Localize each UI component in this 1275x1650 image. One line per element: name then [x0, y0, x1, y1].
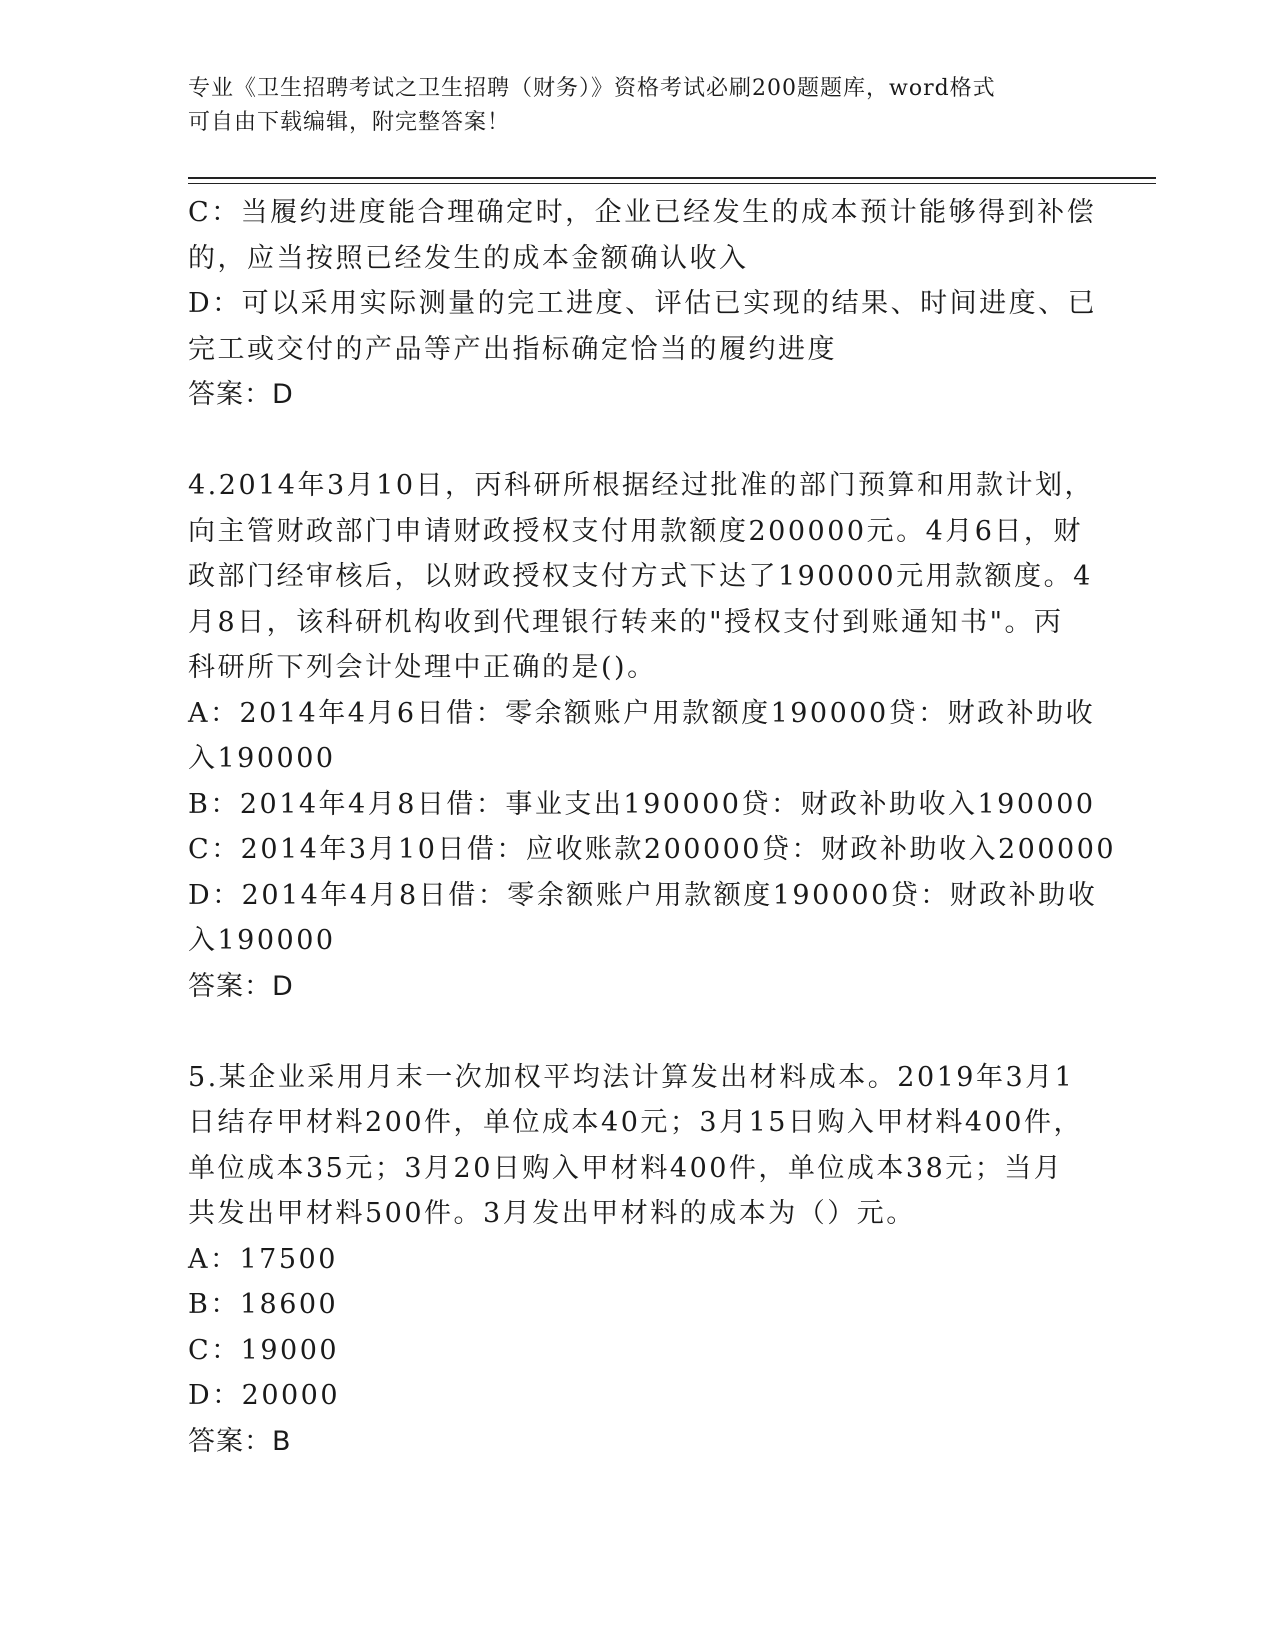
q5-option-b: B：18600 — [188, 1289, 339, 1320]
question-5 — [188, 1055, 1088, 1465]
header-title-line-2: 可自由下载编辑，附完整答案！ — [188, 110, 511, 135]
q4-answer: 答案：D — [188, 970, 294, 1002]
question-3-tail — [188, 190, 1098, 418]
q5-stem-line-2: 日结存甲材料200件，单位成本40元；3月15日购入甲材料400件， — [188, 1107, 1083, 1138]
q5-option-c: C：19000 — [188, 1334, 340, 1366]
q4-stem-line-1: 4.2014年3月10日，丙科研所根据经过批准的部门预算和用款计划， — [188, 470, 1095, 501]
q3-option-c-line-1: C：当履约进度能合理确定时，企业已经发生的成本预计能够得到补偿 — [188, 197, 1097, 228]
q4-option-b: B：2014年4月8日借：事业支出190000贷：财政补助收入190000 — [188, 788, 1096, 820]
q4-stem-line-4: 月8日，该科研机构收到代理银行转来的"授权支付到账通知书"。丙 — [188, 606, 1064, 638]
q5-stem-line-1: 5.某企业采用月末一次加权平均法计算发出材料成本。2019年3月1 — [188, 1061, 1075, 1093]
q4-option-d-line-1: D：2014年4月8日借：零余额账户用款额度190000贷：财政补助收 — [188, 879, 1098, 911]
q3-option-d-line-1: D：可以采用实际测量的完工进度、评估已实现的结果、时间进度、已 — [188, 288, 1098, 319]
spacer — [188, 418, 1088, 464]
q5-option-d: D：20000 — [188, 1380, 341, 1411]
q5-stem-line-3: 单位成本35元；3月20日购入甲材料400件，单位成本38元；当月 — [188, 1152, 1064, 1184]
header-rule-thin — [188, 183, 1156, 184]
header-rule-thick — [188, 177, 1156, 179]
q4-stem-line-5: 科研所下列会计处理中正确的是()。 — [188, 652, 657, 683]
question-content — [188, 190, 1117, 1464]
q5-option-a: A：17500 — [188, 1243, 338, 1275]
q3-answer: 答案：D — [188, 379, 294, 410]
header-title-line-1: 专业《卫生招聘考试之卫生招聘（财务）》资格考试必刷200题题库，word格式 — [188, 76, 996, 101]
page-header — [188, 72, 1068, 140]
q4-option-a-line-1: A：2014年4月6日借：零余额账户用款额度190000贷：财政补助收 — [188, 697, 1096, 729]
q3-option-d-line-2: 完工或交付的产品等产出指标确定恰当的履约进度 — [188, 333, 837, 365]
spacer — [188, 1009, 1088, 1055]
q4-option-c: C：2014年3月10日借：应收账款200000贷：财政补助收入200000 — [188, 834, 1117, 865]
q3-option-c-line-2: 的，应当按照已经发生的成本金额确认收入 — [188, 242, 749, 274]
q4-option-a-line-2: 入190000 — [188, 743, 336, 774]
q4-option-d-line-2: 入190000 — [188, 925, 336, 956]
question-4 — [188, 463, 1117, 1009]
q4-stem-line-3: 政部门经审核后，以财政授权支付方式下达了190000元用款额度。4 — [188, 561, 1093, 592]
q5-stem-line-4: 共发出甲材料500件。3月发出甲材料的成本为（）元。 — [188, 1198, 916, 1229]
q5-answer: 答案：B — [188, 1425, 292, 1457]
q4-stem-line-2: 向主管财政部门申请财政授权支付用款额度200000元。4月6日，财 — [188, 515, 1083, 547]
